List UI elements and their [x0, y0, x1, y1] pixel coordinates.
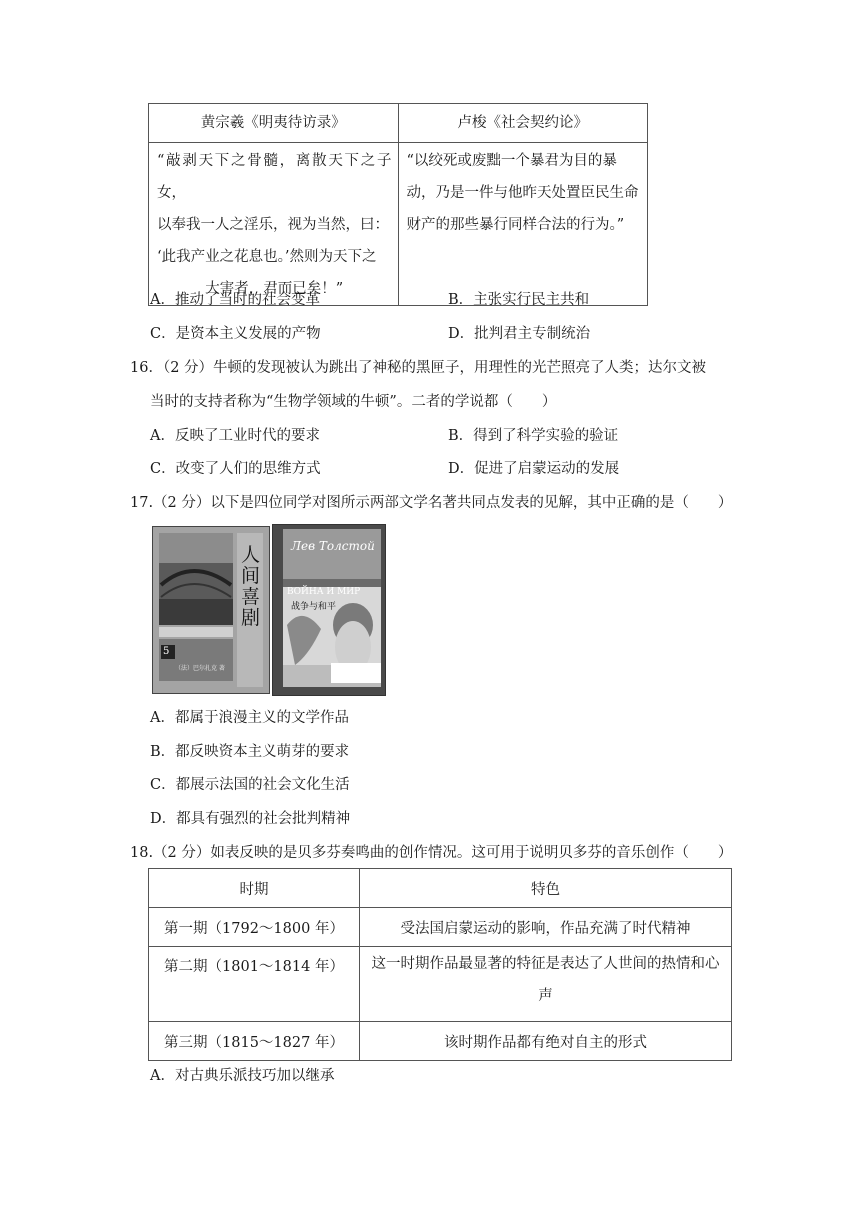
q18-stem-line1: 18.（2 分）如表反映的是贝多芬奏鸣曲的创作情况。这可用于说明贝多芬的音乐创作（ ） — [130, 845, 733, 861]
q15-header-left: 黄宗羲《明夷待访录》 — [149, 104, 399, 143]
quote-line: 动，乃是一件与他昨天处置臣民生命 — [406, 185, 639, 201]
q18-option-a[interactable]: A．对古典乐派技巧加以继承 — [150, 1068, 335, 1084]
q18-row2-feature — [360, 947, 732, 1022]
book2-cyrillic-title: ВОЙНА И МИР — [287, 587, 361, 597]
q18-row2-period: 第二期（1801～1814 年） — [149, 947, 360, 1022]
q18-header-feature: 特色 — [360, 869, 732, 908]
q17-option-a[interactable]: A．都属于浪漫主义的文学作品 — [150, 710, 349, 726]
q16-stem-line2: 当时的支持者称为“生物学领域的牛顿”。二者的学说都（ ） — [150, 394, 557, 410]
book2-title: 战争与和平 — [291, 602, 337, 612]
quote-line: 以奉我一人之淫乐，视为当然，曰： — [157, 217, 389, 233]
book1-title: 人间喜剧 — [241, 544, 261, 629]
q18-row3-feature: 该时期作品都有绝对自主的形式 — [360, 1022, 732, 1061]
book-cover-war-and-peace — [272, 524, 386, 696]
q16-stem-line1: 16．（2 分）牛顿的发现被认为跳出了神秘的黑匣子，用理性的光芒照亮了人类；达尔文被 — [130, 360, 707, 376]
q15-header-right: 卢梭《社会契约论》 — [398, 104, 648, 143]
q18-row3-period: 第三期（1815～1827 年） — [149, 1022, 360, 1061]
q18-header-period: 时期 — [149, 869, 360, 908]
q16-option-b[interactable]: B．得到了科学实验的验证 — [448, 428, 619, 444]
q18-beethoven-table — [148, 868, 732, 1061]
book1-author: （法）巴尔扎克 著 — [175, 665, 225, 672]
q16-option-a[interactable]: A．反映了工业时代的要求 — [150, 428, 320, 444]
q15-option-a[interactable]: A．推动了当时的社会变革 — [150, 292, 320, 308]
quote-line: ‘此我产业之花息也。’然则为天下之 — [157, 249, 377, 265]
book2-cyrillic-author: Лев Толстой — [291, 539, 375, 553]
quote-line: “以绞死或废黜一个暴君为目的暴 — [406, 153, 617, 169]
q15-option-c[interactable]: C．是资本主义发展的产物 — [150, 326, 321, 342]
q15-quote-right — [398, 143, 648, 306]
book-cover-comedie-humaine — [152, 526, 270, 694]
q16-option-d[interactable]: D．促进了启蒙运动的发展 — [448, 461, 620, 477]
q17-option-c[interactable]: C．都展示法国的社会文化生活 — [150, 777, 350, 793]
book1-volume-number: 5 — [163, 646, 170, 657]
q17-option-d[interactable]: D．都具有强烈的社会批判精神 — [150, 811, 351, 827]
quote-line: 大害者，君而已矣！” — [205, 281, 344, 297]
feature-line: 声 — [538, 988, 553, 1004]
feature-line: 这一时期作品最显著的特征是表达了人世间的热情和心 — [371, 956, 720, 972]
quote-line: 财产的那些暴行同样合法的行为。” — [406, 217, 625, 233]
q15-option-d[interactable]: D．批判君主专制统治 — [448, 326, 591, 342]
q15-option-b[interactable]: B．主张实行民主共和 — [448, 292, 590, 308]
q15-comparison-table — [148, 103, 648, 306]
q18-row1-feature: 受法国启蒙运动的影响，作品充满了时代精神 — [360, 908, 732, 947]
q18-row1-period: 第一期（1792～1800 年） — [149, 908, 360, 947]
q16-option-c[interactable]: C．改变了人们的思维方式 — [150, 461, 321, 477]
q15-quote-left — [149, 143, 399, 306]
quote-line: “敲剥天下之骨髓，离散天下之子女， — [157, 153, 392, 201]
q17-option-b[interactable]: B．都反映资本主义萌芽的要求 — [150, 744, 350, 760]
q17-stem-line1: 17.（2 分）以下是四位同学对图所示两部文学名著共同点发表的见解，其中正确的是（ ） — [130, 495, 733, 511]
